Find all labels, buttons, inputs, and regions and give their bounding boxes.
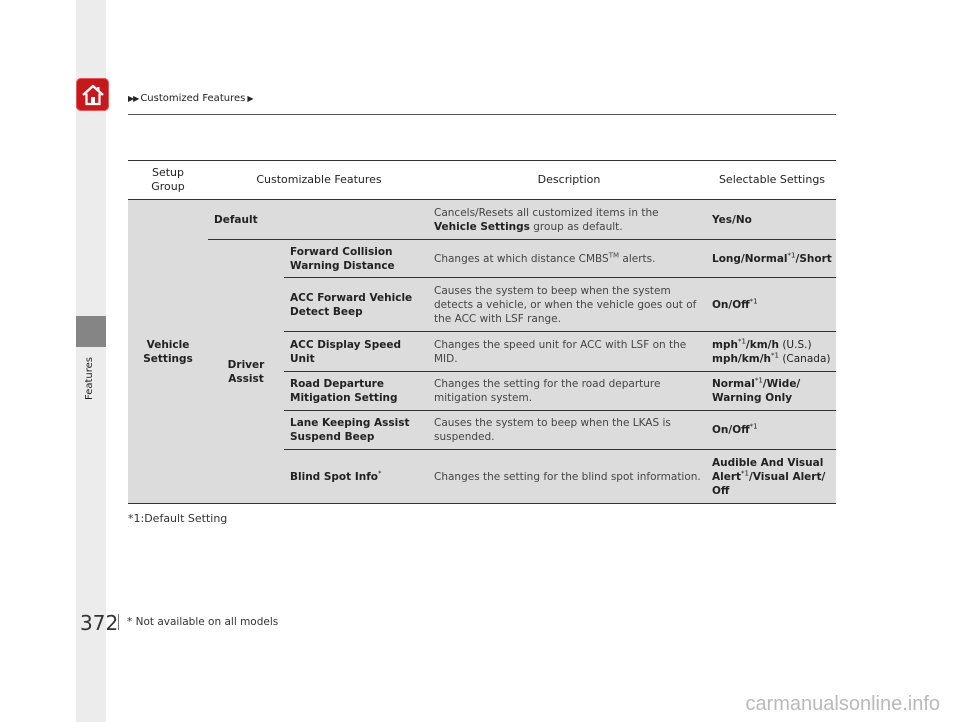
description-acc-speed-unit: Changes the speed unit for ACC with LSF on the MID. — [430, 332, 708, 372]
description-fcw-distance: Changes at which distance CMBS™ alerts. — [430, 240, 708, 278]
settings-lkas-suspend-beep: On/Off$^{*1}$ — [708, 411, 836, 450]
section-label: Features — [84, 357, 95, 400]
group-vehicle-settings: Vehicle Settings — [128, 200, 208, 504]
header-selectable-settings: Selectable Settings — [708, 161, 836, 200]
feature-acc-speed-unit: ACC Display Speed Unit — [284, 332, 430, 372]
footnote-default-setting: *1:Default Setting — [128, 512, 228, 525]
settings-blind-spot-info: Audible And Visual Alert$^{*1}$/Visual Alert/ Off — [708, 450, 836, 504]
home-icon — [80, 82, 106, 108]
table-header-row — [128, 161, 836, 200]
header-divider — [128, 114, 836, 115]
subgroup-driver-assist: Driver Assist — [208, 240, 284, 504]
breadcrumb-label[interactable]: Customized Features — [140, 93, 246, 104]
settings-fcw-distance: Long/Normal$^{*1}$/Short — [708, 240, 836, 278]
settings-acc-speed-unit: mph$^{*1}$/km/h (U.S.) mph/$km/h^{*1}$ (Canada) — [708, 332, 836, 372]
triangle-right-icon: ▶ — [247, 94, 253, 103]
breadcrumb[interactable] — [128, 93, 252, 104]
description-lkas-suspend-beep: Causes the system to beep when the LKAS is suspended. — [430, 411, 708, 450]
settings-default: Yes/No — [708, 200, 836, 240]
header-setup-group: Setup Group — [128, 161, 208, 200]
header-customizable-features: Customizable Features — [208, 161, 430, 200]
description-default: Cancels/Resets all customized items in the Vehicle Settings group as default. — [430, 200, 708, 240]
availability-note: * Not available on all models — [118, 614, 278, 630]
settings-road-departure: Normal$^{*1}$/Wide/ Warning Only — [708, 372, 836, 411]
description-acc-detect-beep: Causes the system to beep when the system detects a vehicle, or when the vehicle goes out of the ACC with LSF range. — [430, 278, 708, 332]
table-row — [128, 200, 836, 240]
page-number: 372 — [80, 611, 119, 635]
feature-fcw-distance: Forward Collision Warning Distance — [284, 240, 430, 278]
feature-acc-detect-beep: ACC Forward Vehicle Detect Beep — [284, 278, 430, 332]
settings-acc-detect-beep: On/Off$^{*1}$ — [708, 278, 836, 332]
description-blind-spot-info: Changes the setting for the blind spot information. — [430, 450, 708, 504]
feature-road-departure: Road Departure Mitigation Setting — [284, 372, 430, 411]
feature-default: Default — [208, 200, 430, 240]
feature-lkas-suspend-beep: Lane Keeping Assist Suspend Beep — [284, 411, 430, 450]
header-description: Description — [430, 161, 708, 200]
triangle-right-icon: ▶▶ — [128, 94, 139, 103]
table-row — [128, 240, 836, 278]
watermark: carmanualsonline.info — [745, 693, 940, 715]
home-button[interactable] — [76, 78, 109, 111]
section-tab[interactable] — [76, 316, 106, 347]
description-road-departure: Changes the setting for the road departure mitigation system. — [430, 372, 708, 411]
customizable-features-table — [128, 160, 836, 504]
feature-blind-spot-info: Blind Spot Info* — [284, 450, 430, 504]
